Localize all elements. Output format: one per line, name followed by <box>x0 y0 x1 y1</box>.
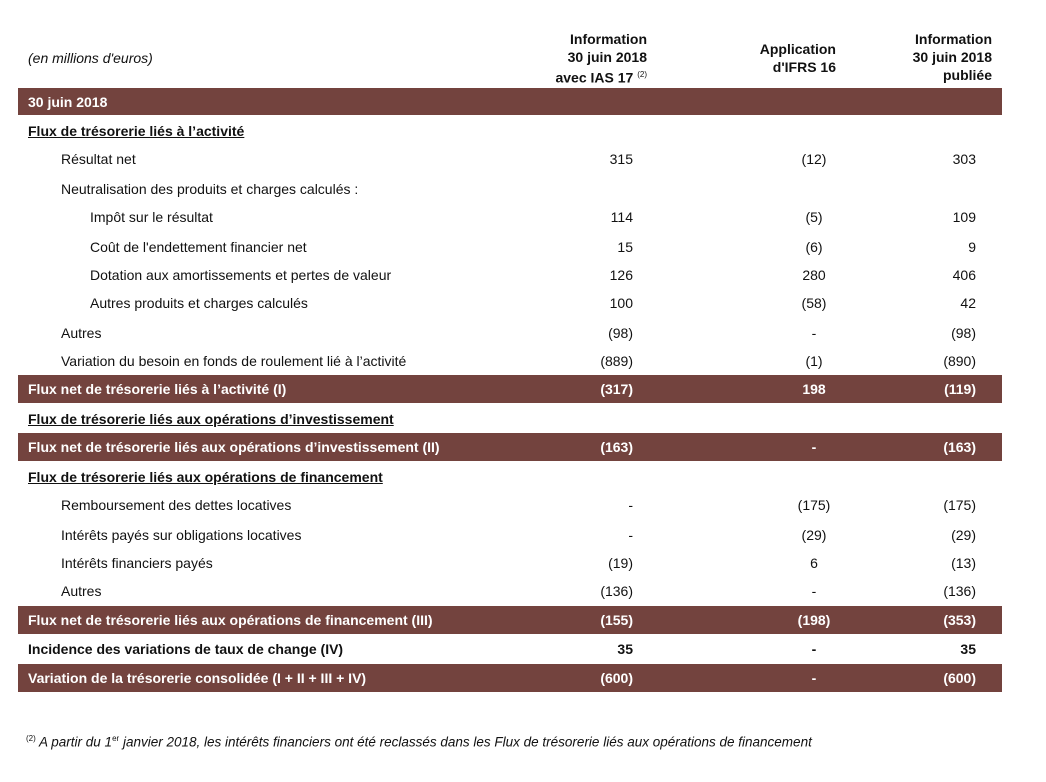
value-published: (136) <box>943 582 976 599</box>
value-ias17: 15 <box>617 238 633 255</box>
column-header-line: publiée <box>942 67 992 83</box>
footnote-marker: (2) <box>26 734 36 743</box>
column-header-line: Information <box>915 31 992 47</box>
footnote <box>26 734 812 750</box>
row-label: Variation de la trésorerie consolidée (I + II + III + IV) <box>28 670 367 686</box>
value-published: 42 <box>960 294 976 311</box>
value-ias17: - <box>628 496 633 513</box>
table-row <box>18 491 1002 518</box>
value-ias17: (163) <box>600 439 633 455</box>
table-row <box>18 375 1002 403</box>
row-label: Autres <box>61 582 102 599</box>
value-published: (175) <box>943 496 976 513</box>
column-header-line: avec IAS 17 <box>555 69 634 86</box>
column-header-line: 30 juin 2018 <box>567 49 647 65</box>
row-label: Flux de trésorerie liés aux opérations de financement <box>28 468 383 485</box>
table-row <box>18 521 1002 548</box>
row-label: Coût de l'endettement financier net <box>90 238 307 255</box>
row-label: Impôt sur le résultat <box>90 208 213 225</box>
table-row <box>18 549 1002 576</box>
value-ifrs16: (1) <box>805 352 823 369</box>
table-row <box>18 606 1002 634</box>
table-row <box>18 319 1002 346</box>
value-published: (13) <box>951 554 976 571</box>
table-row <box>18 145 1002 172</box>
row-label: Flux de trésorerie liés aux opérations d’investissement <box>28 410 394 427</box>
value-ifrs16: - <box>811 439 817 455</box>
value-ifrs16: (175) <box>797 496 831 513</box>
table-row <box>18 405 1002 432</box>
column-header-ifrs16 <box>760 40 836 76</box>
value-ias17: (98) <box>608 324 633 341</box>
value-published: (29) <box>951 526 976 543</box>
row-label: Intérêts payés sur obligations locatives <box>61 526 302 543</box>
value-ifrs16: (5) <box>805 208 823 225</box>
table-row <box>18 347 1002 374</box>
row-label: Intérêts financiers payés <box>61 554 213 571</box>
value-ias17: (136) <box>600 582 633 599</box>
table-row <box>18 175 1002 202</box>
row-label: Autres <box>61 324 102 341</box>
value-ias17: (155) <box>600 612 633 628</box>
row-label: Variation du besoin en fonds de roulement lié à l’activité <box>61 352 407 369</box>
table-row <box>18 635 1002 662</box>
row-label: Incidence des variations de taux de change (IV) <box>28 640 344 657</box>
value-ias17: 35 <box>617 640 633 657</box>
value-ifrs16: - <box>811 582 817 599</box>
table-row <box>18 577 1002 604</box>
value-ifrs16: 6 <box>810 554 818 571</box>
table-row <box>18 433 1002 461</box>
table-row <box>18 88 1002 115</box>
value-published: (353) <box>943 612 976 628</box>
row-label: Résultat net <box>61 150 136 167</box>
table-row <box>18 289 1002 316</box>
value-ias17: 126 <box>609 266 633 283</box>
row-label: Dotation aux amortissements et pertes de valeur <box>90 266 392 283</box>
footnote-ref: (2) <box>637 70 647 79</box>
table-row <box>18 463 1002 490</box>
value-ifrs16: - <box>811 670 817 686</box>
row-label: Neutralisation des produits et charges calculés : <box>61 180 359 197</box>
value-published: (163) <box>943 439 976 455</box>
footnote-text: A partir du 1 <box>35 734 113 750</box>
table-row <box>18 203 1002 230</box>
row-label: Autres produits et charges calculés <box>90 294 308 311</box>
value-published: (600) <box>943 670 976 686</box>
value-ifrs16: - <box>811 324 817 341</box>
value-ias17: 100 <box>609 294 633 311</box>
value-published: 406 <box>952 266 976 283</box>
value-ias17: 315 <box>609 150 633 167</box>
row-label: Remboursement des dettes locatives <box>61 496 292 513</box>
value-ifrs16: (58) <box>801 294 827 311</box>
row-label: Flux net de trésorerie liés à l’activité (I) <box>28 381 287 397</box>
table-row <box>18 233 1002 260</box>
column-header-published <box>913 30 992 84</box>
value-published: 109 <box>952 208 976 225</box>
column-header-line: d'IFRS 16 <box>772 59 836 75</box>
row-label: 30 juin 2018 <box>28 93 108 110</box>
table-row <box>18 664 1002 692</box>
unit-label: (en millions d'euros) <box>28 50 153 66</box>
value-published: 9 <box>968 238 976 255</box>
value-published: (890) <box>943 352 976 369</box>
column-header-line: Information <box>570 31 647 47</box>
value-published: 303 <box>952 150 976 167</box>
row-label: Flux net de trésorerie liés aux opérations de financement (III) <box>28 612 433 628</box>
value-ifrs16: (12) <box>801 150 827 167</box>
value-ifrs16: 198 <box>802 381 826 397</box>
value-published: (119) <box>944 381 976 397</box>
value-ifrs16: - <box>811 640 817 657</box>
value-published: 35 <box>960 640 976 657</box>
table-row <box>18 117 1002 144</box>
value-ias17: (600) <box>600 670 633 686</box>
column-header-ias17 <box>555 30 647 87</box>
value-ias17: - <box>628 526 633 543</box>
value-ias17: (19) <box>608 554 633 571</box>
value-published: (98) <box>951 324 976 341</box>
table-row <box>18 261 1002 288</box>
table-header <box>18 30 1002 88</box>
value-ifrs16: (29) <box>801 526 827 543</box>
value-ias17: (317) <box>600 381 633 397</box>
row-label: Flux de trésorerie liés à l’activité <box>28 122 245 139</box>
column-header-line: Application <box>759 41 836 57</box>
footnote-text: janvier 2018, les intérêts financiers ont été reclassés dans les Flux de trésorerie liés aux opérations de financement <box>119 734 812 750</box>
value-ifrs16: (198) <box>797 612 831 628</box>
value-ias17: 114 <box>610 208 633 225</box>
column-header-line: 30 juin 2018 <box>912 49 992 65</box>
value-ifrs16: 280 <box>802 266 826 283</box>
footnote-superscript: er <box>112 734 120 743</box>
value-ias17: (889) <box>600 352 633 369</box>
row-label: Flux net de trésorerie liés aux opérations d’investissement (II) <box>28 439 440 455</box>
value-ifrs16: (6) <box>805 238 823 255</box>
